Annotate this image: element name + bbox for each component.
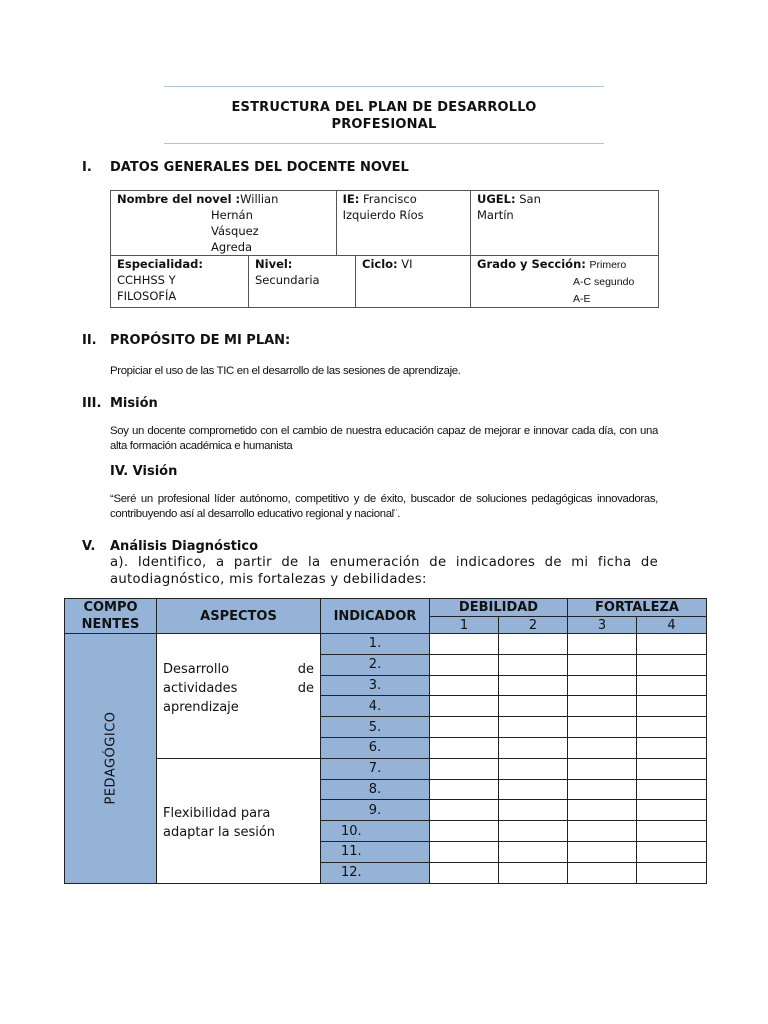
cell-11-4[interactable] [637,841,707,862]
title-rule-top [164,86,604,87]
cell-8-3[interactable] [568,779,637,800]
cell-7-4[interactable] [637,758,707,779]
cell-11-2[interactable] [499,841,568,862]
cell-5-1[interactable] [430,717,499,738]
cell-11-3[interactable] [568,841,637,862]
ugel-value-1: San [519,192,541,206]
nombre-value-3: Vásquez [211,224,259,238]
document-title [164,99,604,133]
cell-3-4[interactable] [637,675,707,696]
diagnostic-table [64,598,707,884]
cell-4-3[interactable] [568,696,637,717]
header-col-2: 2 [499,617,568,634]
cell-1-3[interactable] [568,634,637,655]
nombre-label: Nombre del novel : [117,192,241,206]
teacher-info-table [110,190,659,308]
indicator-1: 1. [321,634,430,655]
indicator-3: 3. [321,675,430,696]
especialidad-value-1: CCHHSS Y [117,273,176,287]
header-fortaleza: FORTALEZA [568,599,707,617]
cell-7-2[interactable] [499,758,568,779]
title-line-2: PROFESIONAL [331,117,437,132]
indicator-5: 5. [321,717,430,738]
nivel-value: Secundaria [255,273,320,287]
header-col-3: 3 [568,617,637,634]
header-col-1: 1 [430,617,499,634]
cell-10-3[interactable] [568,821,637,842]
indicator-2: 2. [321,654,430,675]
indicator-6: 6. [321,737,430,758]
component-label: PEDAGÓGICO [103,711,118,805]
cell-12-4[interactable] [637,862,707,883]
especialidad-cell [111,256,249,308]
cell-11-1[interactable] [430,841,499,862]
grado-label: Grado y Sección: [477,257,586,271]
cell-2-3[interactable] [568,654,637,675]
cell-1-4[interactable] [637,634,707,655]
aspect-1-line-2: actividades [163,681,238,697]
aspect-2-cell [157,758,321,883]
indicator-7: 7. [321,758,430,779]
especialidad-value-2: FILOSOFÍA [117,289,177,303]
cell-5-2[interactable] [499,717,568,738]
header-indicador: INDICADOR [321,599,430,634]
aspect-1-cell [157,634,321,759]
indicator-9: 9. [321,800,430,821]
section-5-text: a). Identifico, a partir de la enumeración de indicadores de mi ficha de autodiagnóstico, mis fortalezas y debilidades: [110,555,658,587]
cell-9-4[interactable] [637,800,707,821]
cell-4-2[interactable] [499,696,568,717]
section-2-number: II. [82,333,97,348]
section-2-text: Propiciar el uso de las TIC en el desarrollo de las sesiones de aprendizaje. [110,365,461,377]
cell-7-3[interactable] [568,758,637,779]
cell-3-3[interactable] [568,675,637,696]
indicator-12: 12. [321,862,430,883]
section-1-title: DATOS GENERALES DEL DOCENTE NOVEL [110,160,409,175]
especialidad-label: Especialidad: [117,257,203,271]
nivel-label: Nivel: [255,257,293,271]
ciclo-cell [356,256,471,308]
grado-value-2: A-C segundo [573,276,635,288]
cell-6-1[interactable] [430,737,499,758]
section-2-title: PROPÓSITO DE MI PLAN: [110,333,291,348]
grado-value-3: A-E [573,293,591,305]
indicator-8: 8. [321,779,430,800]
cell-5-4[interactable] [637,717,707,738]
ciclo-value: VI [401,257,413,271]
cell-6-4[interactable] [637,737,707,758]
nivel-cell [249,256,356,308]
cell-9-3[interactable] [568,800,637,821]
cell-2-2[interactable] [499,654,568,675]
cell-3-1[interactable] [430,675,499,696]
nombre-value-1: Willian [240,192,279,206]
indicator-10: 10. [321,821,430,842]
aspect-2-line-1: Flexibilidad para [163,805,271,821]
aspect-1-line-3: aprendizaje [163,700,239,716]
ie-cell [336,191,470,256]
ugel-cell [471,191,659,256]
aspect-1-line-1b: de [297,662,314,678]
cell-5-3[interactable] [568,717,637,738]
ugel-label: UGEL: [477,192,516,206]
section-3-title: Misión [110,396,158,411]
cell-9-1[interactable] [430,800,499,821]
aspect-1-line-1: Desarrollo [163,662,230,678]
section-3-text: Soy un docente comprometido con el cambio de nuestra educación capaz de mejorar e innovar cada día, con una alta formación académica e humanista [110,425,658,452]
cell-10-4[interactable] [637,821,707,842]
ciclo-label: Ciclo: [362,257,398,271]
section-1-number: I. [82,160,92,175]
grado-value-1: Primero [589,259,627,271]
cell-3-2[interactable] [499,675,568,696]
cell-6-2[interactable] [499,737,568,758]
header-componentes [65,599,157,634]
title-line-1: ESTRUCTURA DEL PLAN DE DESARROLLO [231,100,537,115]
cell-2-4[interactable] [637,654,707,675]
cell-4-1[interactable] [430,696,499,717]
cell-12-3[interactable] [568,862,637,883]
section-4-title: IV. Visión [110,464,178,479]
cell-10-2[interactable] [499,821,568,842]
cell-12-1[interactable] [430,862,499,883]
ugel-value-2: Martín [477,208,514,222]
cell-9-2[interactable] [499,800,568,821]
nombre-value-4: Agreda [211,240,253,254]
section-5-number: V. [82,539,96,554]
section-4-text: “Seré un profesional líder autónomo, competitivo y de éxito, buscador de soluciones pedagógicas innovadoras, contribuyendo así al desarrollo educativo regional y nacional¨. [110,493,658,520]
section-4-heading [110,464,177,479]
header-componentes-1: COMPO [83,600,138,615]
cell-8-1[interactable] [430,779,499,800]
section-5-title: Análisis Diagnóstico [110,539,259,554]
header-componentes-2: NENTES [81,617,140,632]
aspect-1-line-2b: de [297,681,314,697]
section-3-number: III. [82,396,102,411]
indicator-11: 11. [321,841,430,862]
cell-1-2[interactable] [499,634,568,655]
nombre-value-2: Hernán [211,208,253,222]
header-debilidad: DEBILIDAD [430,599,568,617]
header-aspectos: ASPECTOS [157,599,321,634]
title-rule-bottom [164,143,604,144]
component-cell [65,634,157,884]
cell-10-1[interactable] [430,821,499,842]
cell-12-2[interactable] [499,862,568,883]
indicator-4: 4. [321,696,430,717]
cell-8-4[interactable] [637,779,707,800]
ie-value: Francisco Izquierdo Ríos [342,192,424,222]
cell-4-4[interactable] [637,696,707,717]
ie-label: IE: [342,192,360,206]
cell-8-2[interactable] [499,779,568,800]
cell-7-1[interactable] [430,758,499,779]
cell-6-3[interactable] [568,737,637,758]
header-col-4: 4 [637,617,707,634]
nombre-cell [111,191,337,256]
aspect-2-line-2: adaptar la sesión [163,824,276,840]
cell-1-1[interactable] [430,634,499,655]
cell-2-1[interactable] [430,654,499,675]
grado-cell [471,256,659,308]
